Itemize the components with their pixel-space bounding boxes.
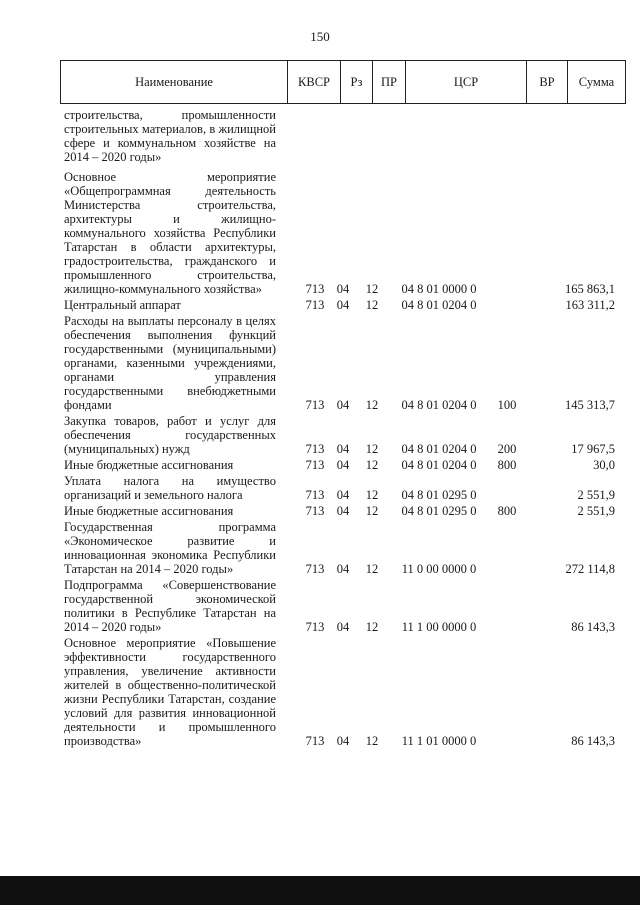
row-pr: 12	[365, 282, 379, 296]
row-pr: 12	[365, 442, 379, 456]
table-row	[64, 458, 624, 472]
row-sum: 17 967,5	[571, 442, 615, 456]
header-pr: ПР	[381, 75, 397, 89]
header-vr: ВР	[539, 75, 555, 89]
row-csr: 04 8 01 0204 0	[401, 442, 477, 456]
row-pr: 12	[365, 398, 379, 412]
row-name: Расходы на выплаты персоналу в целях обеспечения выполнения функций государственными (муниципальными) органами, казенными учреждениями, органами управления государственными внебюджетными фондами	[64, 314, 276, 412]
row-name: Центральный аппарат	[64, 298, 181, 312]
row-csr: 11 0 00 0000 0	[401, 562, 477, 576]
row-rz: 04	[336, 734, 350, 748]
header-sum: Сумма	[578, 75, 615, 89]
row-csr: 04 8 01 0295 0	[401, 504, 477, 518]
row-kvsr: 713	[305, 562, 325, 576]
row-pr: 12	[365, 504, 379, 518]
row-kvsr: 713	[305, 620, 325, 634]
table-row	[64, 298, 624, 312]
row-csr: 04 8 01 0000 0	[401, 282, 477, 296]
row-vr: 200	[497, 442, 517, 456]
table-row	[64, 578, 624, 634]
table-row	[64, 170, 624, 296]
row-pr: 12	[365, 620, 379, 634]
table-row	[64, 414, 624, 456]
row-pr: 12	[365, 298, 379, 312]
row-vr: 800	[497, 458, 517, 472]
row-csr: 11 1 01 0000 0	[401, 734, 477, 748]
table-body	[64, 108, 624, 750]
row-sum: 86 143,3	[571, 620, 615, 634]
table-row	[64, 108, 624, 164]
table-row	[64, 636, 624, 748]
row-name: Иные бюджетные ассигнования	[64, 458, 234, 472]
row-kvsr: 713	[305, 504, 325, 518]
row-name: строительства, промышленности строительных материалов, в жилищной сфере и коммунальном хозяйстве на 2014 – 2020 годы»	[64, 108, 276, 164]
row-sum: 163 311,2	[565, 298, 615, 312]
header-name: Наименование	[135, 75, 213, 89]
row-name: Основное мероприятие «Общепрограммная деятельность Министерства строительства, архитектуры и жилищно-коммунального хозяйства Республики Татарстан в области архитектуры, градостроительства, гражданского и промышленного строительства, жилищно-коммунального хозяйства»	[64, 170, 276, 296]
row-kvsr: 713	[305, 442, 325, 456]
row-sum: 2 551,9	[577, 504, 615, 518]
row-name: Закупка товаров, работ и услуг для обеспечения государственных (муниципальных) нужд	[64, 414, 276, 456]
row-kvsr: 713	[305, 398, 325, 412]
row-kvsr: 713	[305, 488, 325, 502]
row-name: Подпрограмма «Совершенствование государственной экономической политики в Республике Татарстан на 2014 – 2020 годы»	[64, 578, 276, 634]
row-rz: 04	[336, 442, 350, 456]
row-rz: 04	[336, 562, 350, 576]
table-row	[64, 314, 624, 412]
table-row	[64, 474, 624, 502]
row-name: Уплата налога на имущество организаций и земельного налога	[64, 474, 276, 502]
row-sum: 165 863,1	[565, 282, 615, 296]
row-vr: 100	[497, 398, 517, 412]
table-header	[60, 60, 626, 104]
row-sum: 86 143,3	[571, 734, 615, 748]
row-rz: 04	[336, 282, 350, 296]
row-rz: 04	[336, 504, 350, 518]
header-rz: Рз	[350, 75, 363, 89]
row-kvsr: 713	[305, 282, 325, 296]
row-pr: 12	[365, 734, 379, 748]
row-csr: 11 1 00 0000 0	[401, 620, 477, 634]
row-rz: 04	[336, 298, 350, 312]
row-kvsr: 713	[305, 298, 325, 312]
row-kvsr: 713	[305, 734, 325, 748]
row-sum: 2 551,9	[577, 488, 615, 502]
row-pr: 12	[365, 562, 379, 576]
table-row	[64, 504, 624, 518]
row-rz: 04	[336, 398, 350, 412]
row-csr: 04 8 01 0204 0	[401, 398, 477, 412]
row-vr: 800	[497, 504, 517, 518]
row-pr: 12	[365, 458, 379, 472]
page-number: 150	[310, 29, 330, 44]
row-pr: 12	[365, 488, 379, 502]
row-sum: 272 114,8	[565, 562, 615, 576]
header-kvsr: КВСР	[298, 75, 330, 89]
row-csr: 04 8 01 0295 0	[401, 488, 477, 502]
scan-edge-bar	[0, 876, 640, 905]
row-kvsr: 713	[305, 458, 325, 472]
table-row	[64, 520, 624, 576]
row-sum: 145 313,7	[565, 398, 615, 412]
row-csr: 04 8 01 0204 0	[401, 298, 477, 312]
row-name: Государственная программа «Экономическое развитие и инновационная экономика Республики Татарстан на 2014 – 2020 годы»	[64, 520, 276, 576]
row-sum: 30,0	[593, 458, 615, 472]
row-rz: 04	[336, 488, 350, 502]
header-csr: ЦСР	[453, 75, 479, 89]
row-name: Иные бюджетные ассигнования	[64, 504, 234, 518]
row-name: Основное мероприятие «Повышение эффективности государственного управления, увеличение активности жителей в общественно-политической жизни Республики Татарстан, создание условий для развития инновационной деятельности и промышленного производства»	[64, 636, 276, 748]
row-rz: 04	[336, 458, 350, 472]
row-csr: 04 8 01 0204 0	[401, 458, 477, 472]
row-rz: 04	[336, 620, 350, 634]
